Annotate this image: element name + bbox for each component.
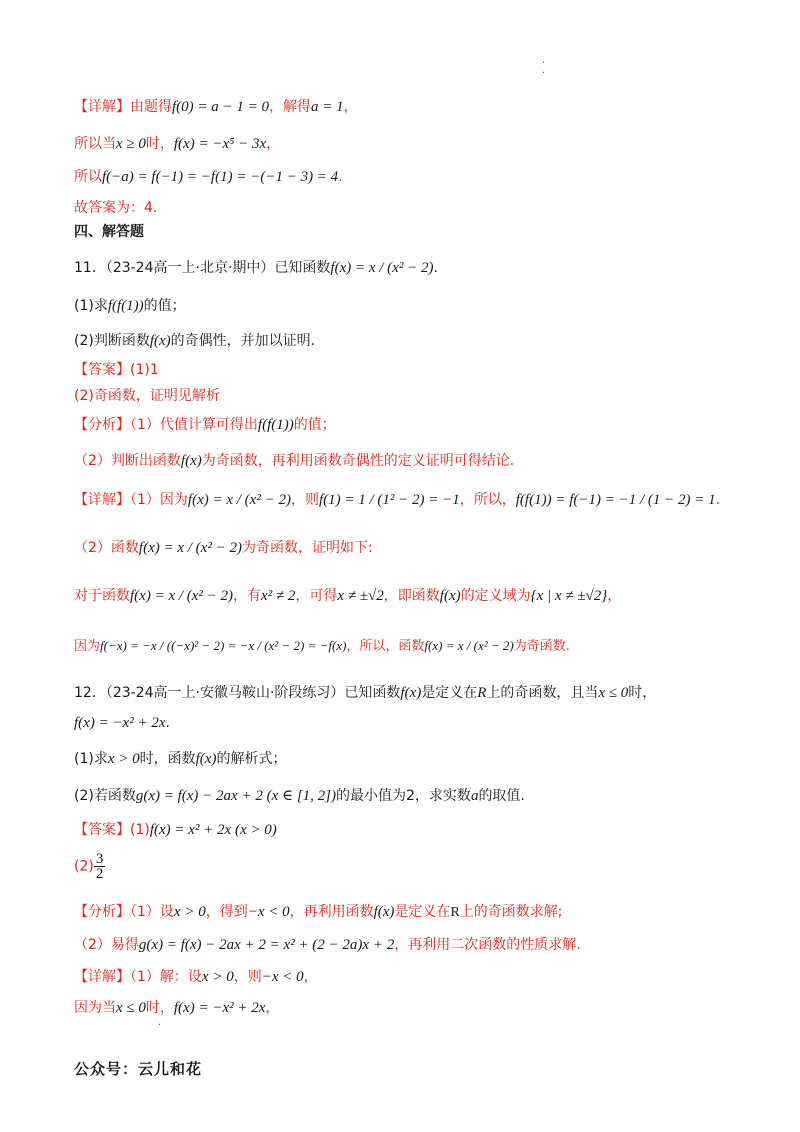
analysis-11-part2: （2）判断出函数f(x)为奇函数，再利用函数奇偶性的定义证明可得结论. [74,453,515,469]
answer-12: 【答案】(1)f(x) = x² + 2x (x > 0) [74,822,277,838]
question-11-part2: (2)判断函数f(x)的奇偶性，并加以证明． [74,333,325,349]
question-11-part1: (1)求f(f(1))的值； [74,298,186,314]
section-heading: 四、解答题 [74,224,144,240]
footer-wechat: 公众号：云儿和花 [74,1060,203,1078]
question-12-line2: f(x) = −x² + 2x. [74,715,170,731]
detail-11-part3: 对于函数f(x) = x / (x² − 2)，有x² ≠ 2，可得x ≠ ±√2，即函数f(x)的定义域为{x | x ≠ ±√2}， [74,588,622,604]
answer-11: 【答案】(1)1 [74,362,159,378]
detail-line: 所以f(−a) = f(−1) = −f(1) = −(−1 − 3) = 4. [74,169,343,185]
question-12: 12．（23-24高一上·安徽马鞍山·阶段练习）已知函数f(x)是定义在R上的奇函数，且当x ≤ 0时， [74,685,657,701]
mark-dot: · [542,68,546,79]
answer-12-part2: (2) $\frac{3}{2}$ [74,851,104,882]
detail-line: 所以当x ≥ 0时，f(x) = −x⁵ − 3x， [74,136,281,152]
question-11: 11．（23-24高一上·北京·期中）已知函数f(x) = x / (x² − 2)． [74,260,448,276]
question-12-part1: (1)求x > 0时，函数f(x)的解析式； [74,751,287,767]
detail-line: 【详解】由题得f(0) = a − 1 = 0，解得a = 1， [74,99,358,115]
detail-11: 【详解】（1）因为f(x) = x / (x² − 2)，则f(1) = 1 / (1² − 2) = −1，所以，f(f(1)) = f(−1) = −1 / (1 − 2) = 1. [74,492,721,508]
question-12-part2: (2)若函数g(x) = f(x) − 2ax + 2 (x ∈ [1, 2])的最小值为2，求实数a的取值. [74,788,525,804]
detail-12: 【详解】（1）解：设x > 0，则−x < 0， [74,969,318,985]
detail-tag: 【详解】 [74,99,130,115]
answer-line: 故答案为：4. [74,200,158,216]
detail-11-part4: 因为f(−x) = −x / ((−x)² − 2) = −x / (x² − 2) = −f(x)，所以，函数f(x) = x / (x² − 2)为奇函数. [74,638,570,654]
mark-dot: · [542,58,546,69]
answer-11-part2: (2)奇函数，证明见解析 [74,388,220,404]
mark-dot: · [158,1020,162,1031]
analysis-12: 【分析】（1）设x > 0，得到−x < 0，再利用函数f(x)是定义在R上的奇函数求解; [74,904,563,920]
fraction: $\frac{3}{2}$ [95,851,104,882]
analysis-11: 【分析】（1）代值计算可得出f(f(1))的值； [74,417,336,433]
analysis-12-part2: （2）易得g(x) = f(x) − 2ax + 2 = x² + (2 − 2a)x + 2，再利用二次函数的性质求解. [74,937,581,953]
detail-11-part2: （2）函数f(x) = x / (x² − 2)为奇函数，证明如下: [74,540,373,556]
detail-12-part2: 因为当x ≤ 0时，f(x) = −x² + 2x， [74,1000,280,1016]
